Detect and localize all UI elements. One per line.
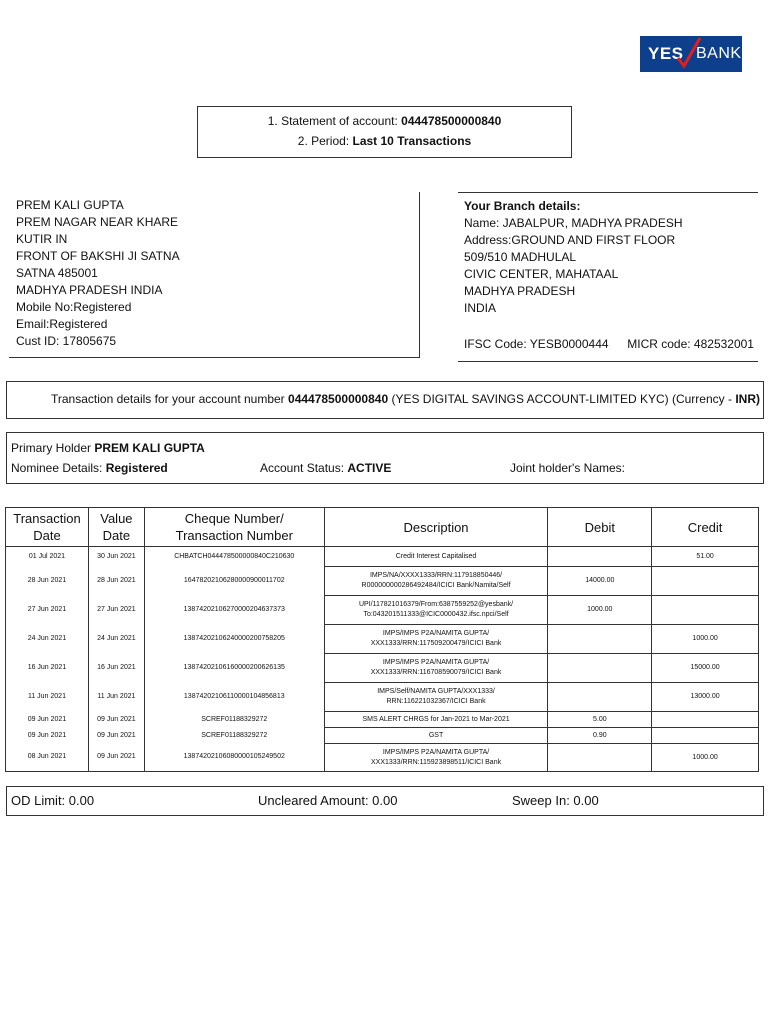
cell-description: IMPS/NA/XXXX1333/RRN:117918850446/ R000000000286492484/ICICI Bank/Namita/Self xyxy=(324,567,548,596)
cell-description: IMPS/IMPS P2A/NAMITA GUPTA/ XXX1333/RRN:117509200479/ICICI Bank xyxy=(324,625,548,654)
cell-cheque-number: 13874202106160000200626135 xyxy=(144,654,324,683)
customer-address-line: FRONT OF BAKSHI JI SATNA xyxy=(16,249,180,263)
cell-debit xyxy=(548,683,652,712)
primary-holder-name: PREM KALI GUPTA xyxy=(94,441,205,455)
divider xyxy=(458,192,758,193)
cell-value-date: 28 Jun 2021 xyxy=(88,567,144,596)
cell-credit xyxy=(652,596,759,625)
table-row xyxy=(6,596,759,625)
customer-mobile: Mobile No:Registered xyxy=(16,300,132,314)
cell-value-date: 16 Jun 2021 xyxy=(88,654,144,683)
statement-account-number: 044478500000840 xyxy=(401,114,502,128)
divider xyxy=(458,361,758,362)
table-row xyxy=(6,567,759,596)
cell-transaction-date: 24 Jun 2021 xyxy=(6,625,89,654)
branch-codes xyxy=(464,336,754,353)
col-header-transaction-date: Transaction Date xyxy=(6,508,89,547)
txn-header-account-type: (YES DIGITAL SAVINGS ACCOUNT-LIMITED KYC) (Currency - xyxy=(391,392,732,406)
od-limit: OD Limit: 0.00 xyxy=(11,793,95,808)
holder-info-box xyxy=(6,432,764,484)
cell-transaction-date: 09 Jun 2021 xyxy=(6,712,89,728)
statement-account-label: 1. Statement of account: xyxy=(267,114,398,128)
col-header-credit: Credit xyxy=(652,508,759,547)
statement-period-line xyxy=(198,134,571,148)
nominee-label: Nominee Details: xyxy=(11,461,103,475)
account-status-value: ACTIVE xyxy=(347,461,392,475)
table-header-row xyxy=(6,508,759,547)
cell-cheque-number: CHBATCH044478500000840C210630 xyxy=(144,547,324,567)
txn-header-prefix: Transaction details for your account number xyxy=(51,392,285,406)
statement-period-value: Last 10 Transactions xyxy=(352,134,472,148)
cell-value-date: 24 Jun 2021 xyxy=(88,625,144,654)
customer-email: Email:Registered xyxy=(16,317,108,331)
nominee-value: Registered xyxy=(105,461,168,475)
primary-holder-label: Primary Holder xyxy=(11,441,92,455)
table-row xyxy=(6,712,759,728)
cell-debit: 14000.00 xyxy=(548,567,652,596)
cell-cheque-number: 13874202106270000204637373 xyxy=(144,596,324,625)
statement-info-box xyxy=(197,106,572,158)
cell-debit xyxy=(548,625,652,654)
yes-bank-logo xyxy=(640,36,742,72)
cell-description: IMPS/IMPS P2A/NAMITA GUPTA/ XXX1333/RRN:116708590079/ICICI Bank xyxy=(324,654,548,683)
logo-yes-text: YES xyxy=(648,44,684,63)
customer-name: PREM KALI GUPTA xyxy=(16,198,124,212)
cell-credit xyxy=(652,567,759,596)
cell-value-date: 27 Jun 2021 xyxy=(88,596,144,625)
cell-cheque-number: SCREF01188329272 xyxy=(144,712,324,728)
cell-cheque-number: SCREF01188329272 xyxy=(144,728,324,744)
customer-address-box xyxy=(9,192,420,358)
sweep-in: Sweep In: 0.00 xyxy=(512,793,599,808)
col-header-debit: Debit xyxy=(548,508,652,547)
cell-description: IMPS/Self/NAMITA GUPTA/XXX1333/ RRN:116221032367/ICICI Bank xyxy=(324,683,548,712)
nominee-details xyxy=(11,461,168,475)
branch-details xyxy=(458,192,758,362)
branch-address-line: INDIA xyxy=(464,301,497,315)
table-row xyxy=(6,728,759,744)
cell-cheque-number: 13874202106240000200758205 xyxy=(144,625,324,654)
cell-transaction-date: 28 Jun 2021 xyxy=(6,567,89,596)
transaction-details-header xyxy=(6,381,764,419)
cell-description: IMPS/IMPS P2A/NAMITA GUPTA/ XXX1333/RRN:115923898511/ICICI Bank xyxy=(324,744,548,772)
cell-debit: 1000.00 xyxy=(548,596,652,625)
cell-transaction-date: 01 Jul 2021 xyxy=(6,547,89,567)
account-status xyxy=(260,461,391,475)
cell-value-date: 09 Jun 2021 xyxy=(88,712,144,728)
customer-address-line: KUTIR IN xyxy=(16,232,68,246)
table-row xyxy=(6,654,759,683)
customer-address-line: MADHYA PRADESH INDIA xyxy=(16,283,163,297)
uncleared-amount: Uncleared Amount: 0.00 xyxy=(258,793,398,808)
cell-value-date: 09 Jun 2021 xyxy=(88,728,144,744)
branch-address-line: MADHYA PRADESH xyxy=(464,284,576,298)
txn-header-currency: INR) xyxy=(735,392,760,406)
branch-heading: Your Branch details: xyxy=(464,199,581,213)
cell-cheque-number: 13874202106110000104856813 xyxy=(144,683,324,712)
cell-debit xyxy=(548,654,652,683)
transactions-table xyxy=(5,507,759,772)
cell-description: UPI/117821016379/From:6387559252@yesbank/ To:043201511333@ICIC0000432.ifsc.npci/Self xyxy=(324,596,548,625)
cell-description: Credit Interest Capitalised xyxy=(324,547,548,567)
col-header-description: Description xyxy=(324,508,548,547)
cell-transaction-date: 08 Jun 2021 xyxy=(6,744,89,772)
cell-credit: 51.00 xyxy=(652,547,759,567)
col-header-cheque-number: Cheque Number/ Transaction Number xyxy=(144,508,324,547)
cell-debit: 0.90 xyxy=(548,728,652,744)
cell-cheque-number: 16478202106280000900011702 xyxy=(144,567,324,596)
customer-address-line: SATNA 485001 xyxy=(16,266,98,280)
branch-name: Name: JABALPUR, MADHYA PRADESH xyxy=(464,216,683,230)
statement-period-label: 2. Period: xyxy=(297,134,350,148)
table-row xyxy=(6,744,759,772)
cell-transaction-date: 11 Jun 2021 xyxy=(6,683,89,712)
col-header-value-date: Value Date xyxy=(88,508,144,547)
cell-credit xyxy=(652,712,759,728)
cell-debit xyxy=(548,547,652,567)
cell-credit: 1000.00 xyxy=(652,744,759,772)
customer-id: Cust ID: 17805675 xyxy=(16,334,117,348)
cell-debit xyxy=(548,744,652,772)
cell-description: SMS ALERT CHRGS for Jan-2021 to Mar-2021 xyxy=(324,712,548,728)
cell-cheque-number: 13874202106080000105249502 xyxy=(144,744,324,772)
cell-debit: 5.00 xyxy=(548,712,652,728)
cell-credit xyxy=(652,728,759,744)
customer-address-line: PREM NAGAR NEAR KHARE xyxy=(16,215,179,229)
branch-address-line: CIVIC CENTER, MAHATAAL xyxy=(464,267,619,281)
account-status-label: Account Status: xyxy=(260,461,345,475)
cell-description: GST xyxy=(324,728,548,744)
joint-holder-label: Joint holder's Names: xyxy=(510,461,626,475)
table-row xyxy=(6,547,759,567)
cell-credit: 15000.00 xyxy=(652,654,759,683)
cell-credit: 13000.00 xyxy=(652,683,759,712)
statement-account-line xyxy=(198,114,571,128)
micr-code: MICR code: 482532001 xyxy=(627,337,754,351)
cell-transaction-date: 09 Jun 2021 xyxy=(6,728,89,744)
table-row xyxy=(6,683,759,712)
account-summary-footer xyxy=(6,786,764,816)
cell-credit: 1000.00 xyxy=(652,625,759,654)
table-row xyxy=(6,625,759,654)
cell-value-date: 11 Jun 2021 xyxy=(88,683,144,712)
cell-transaction-date: 16 Jun 2021 xyxy=(6,654,89,683)
txn-header-account: 044478500000840 xyxy=(288,392,389,406)
cell-transaction-date: 27 Jun 2021 xyxy=(6,596,89,625)
branch-address-line: Address:GROUND AND FIRST FLOOR xyxy=(464,233,676,247)
branch-address-line: 509/510 MADHULAL xyxy=(464,250,577,264)
cell-value-date: 09 Jun 2021 xyxy=(88,744,144,772)
ifsc-code: IFSC Code: YESB0000444 xyxy=(464,337,609,351)
logo-bank-text: BANK xyxy=(696,45,742,62)
primary-holder xyxy=(11,441,205,455)
cell-value-date: 30 Jun 2021 xyxy=(88,547,144,567)
